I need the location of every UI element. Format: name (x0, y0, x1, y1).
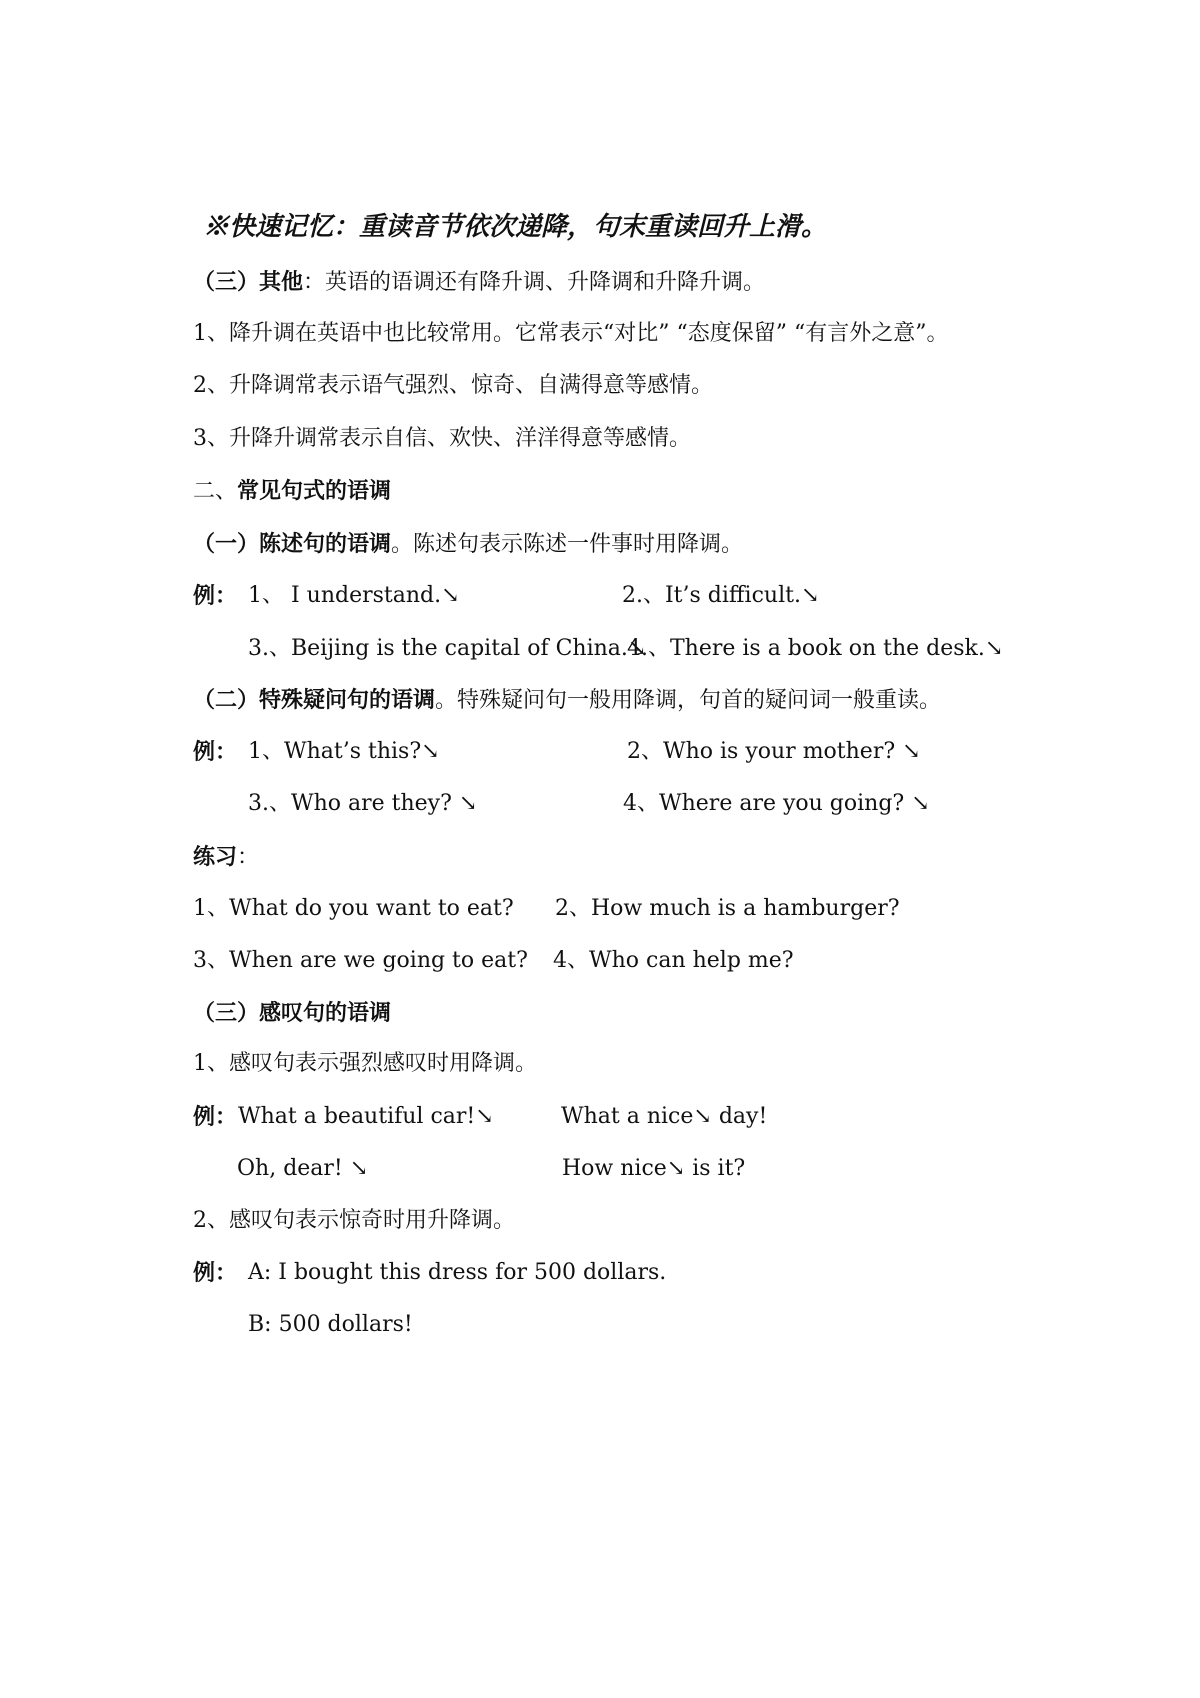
practice-item-3: 3、When are we going to eat? (193, 948, 528, 973)
exclamatory-example-4: How nice↘ is it? (562, 1156, 746, 1181)
special-question-example-1: 1、What’s this?↘ (248, 739, 440, 764)
special-question-example-4: 4、Where are you going? ↘ (623, 791, 930, 816)
exclamatory-example-1: What a beautiful car!↘ (238, 1104, 494, 1129)
quick-memory-title: ※快速记忆：重读音节依次递降，句末重读回升上滑。 (203, 212, 828, 242)
practice-item-1: 1、What do you want to eat? (193, 896, 514, 921)
declarative-label: （一）陈述句的语调 (193, 531, 392, 557)
declarative-example-label: 例： (193, 583, 238, 609)
practice-heading (193, 843, 259, 872)
other-item-1: 1、降升调在英语中也比较常用。它常表示“对比” “态度保留” “有言外之意”。 (193, 321, 949, 346)
practice-label: 练习 (193, 844, 238, 870)
special-question-paragraph (193, 686, 941, 715)
other-intonation-paragraph (193, 268, 765, 297)
practice-colon: ： (237, 845, 260, 870)
exclamatory-heading: （三）感叹句的语调 (193, 1000, 392, 1026)
practice-item-2: 2、How much is a hamburger? (555, 896, 900, 921)
exclamatory-rule-2: 2、感叹句表示惊奇时用升降调。 (193, 1208, 515, 1233)
exclamatory-example-2: What a nice↘ day! (561, 1104, 768, 1129)
declarative-paragraph (193, 530, 743, 559)
exclamatory-example-label-2: 例： (193, 1260, 238, 1286)
declarative-example-4: 4.、There is a book on the desk.↘ (627, 636, 1004, 661)
special-question-example-label: 例： (193, 739, 238, 765)
special-question-text: 。特殊疑问句一般用降调，句首的疑问词一般重读。 (435, 688, 942, 713)
special-question-example-3: 3.、Who are they? ↘ (248, 791, 478, 816)
other-label: （三）其他 (193, 269, 304, 295)
special-question-example-2: 2、Who is your mother? ↘ (627, 739, 921, 764)
declarative-text: 。陈述句表示陈述一件事时用降调。 (391, 532, 744, 557)
other-text: ：英语的语调还有降升调、升降调和升降升调。 (303, 270, 766, 295)
special-question-label: （二）特殊疑问句的语调 (193, 687, 436, 713)
section-two-title: 常见句式的语调 (237, 478, 392, 504)
section-two-heading (193, 477, 391, 506)
exclamatory-example-3: Oh, dear! ↘ (237, 1156, 369, 1181)
declarative-example-2: 2.、It’s difficult.↘ (622, 583, 820, 608)
declarative-example-1: 1、 I understand.↘ (248, 583, 460, 608)
dialogue-line-a: A: I bought this dress for 500 dollars. (248, 1260, 667, 1285)
dialogue-line-b: B: 500 dollars! (248, 1312, 413, 1337)
practice-item-4: 4、Who can help me? (553, 948, 794, 973)
exclamatory-example-label: 例： (193, 1104, 238, 1130)
other-item-2: 2、升降调常表示语气强烈、惊奇、自满得意等感情。 (193, 373, 713, 398)
section-two-prefix: 二、 (193, 479, 238, 504)
exclamatory-rule-1: 1、感叹句表示强烈感叹时用降调。 (193, 1051, 537, 1076)
other-item-3: 3、升降升调常表示自信、欢快、洋洋得意等感情。 (193, 426, 691, 451)
declarative-example-3: 3.、Beijing is the capital of China.↘ (248, 636, 647, 661)
